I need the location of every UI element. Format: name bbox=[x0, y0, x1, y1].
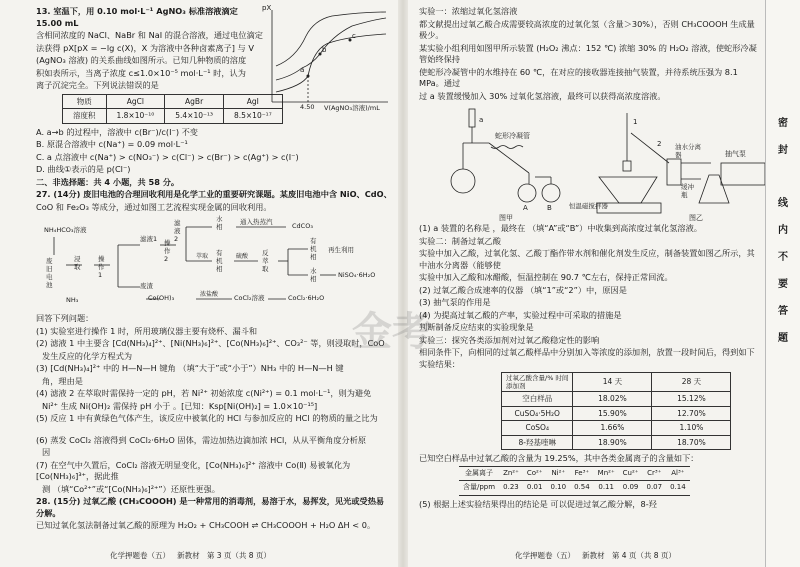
graph-point-b: b bbox=[322, 46, 327, 54]
flow-node: 硫酸 bbox=[236, 253, 249, 260]
q27-question: 发生反应的化学方程式为 bbox=[42, 350, 133, 361]
graph-x-tick: 4.50 bbox=[300, 103, 315, 111]
q27-question: (1) 实验室进行操作 1 时，所用玻璃仪器主要有烧杯、漏斗和 bbox=[36, 325, 258, 336]
ksp-table bbox=[62, 94, 283, 124]
right-question: 实验二：制备过氧乙酸 bbox=[419, 235, 501, 246]
metal-header: 金属离子 bbox=[465, 468, 494, 477]
q28-line: 已知过氧化氢法制备过氧乙酸的原理为 H₂O₂ + CH₃COOH ⇌ CH₃COOOH + H₂O ΔH < 0。 bbox=[36, 520, 376, 530]
apparatus-label-sep: 油水分离器 bbox=[675, 143, 701, 159]
q27-question: (4) 滤液 2 在萃取时需保持一定的 pH，若 Ni²⁺ 初始浓度 c(Ni²⁺) = 0.1 mol·L⁻¹，则为避免 bbox=[36, 388, 372, 398]
exp1-title: 实验一：浓缩过氧化氢溶液 bbox=[419, 6, 518, 16]
flow-node: 水相 bbox=[216, 215, 223, 231]
flow-node: 操作2 bbox=[164, 239, 171, 263]
right-line: 都文献提出过氧乙酸合成需要较高浓度的过氧化氢（含量＞30%），否则 CH₃COOOH 生成量极少。 bbox=[419, 18, 755, 40]
q27-question: 测 （填“Co²⁺”或“[Co(NH₃)₆]²⁺”）还原性更强。 bbox=[42, 483, 220, 494]
binding-char: 密 bbox=[778, 118, 788, 129]
ksp-row-label: 溶度积 bbox=[63, 109, 107, 124]
binding-strip bbox=[776, 190, 790, 352]
metal-cell: 0.54 bbox=[574, 483, 590, 491]
additive-cell: 18.02% bbox=[573, 392, 652, 407]
flow-node: 浓盐酸 bbox=[200, 291, 219, 298]
ksp-cell: 8.5×10⁻¹⁷ bbox=[223, 109, 282, 124]
right-page bbox=[405, 0, 765, 567]
metal-ion-table bbox=[459, 466, 690, 496]
left-footer bbox=[110, 550, 271, 562]
binding-char: 题 bbox=[778, 333, 788, 344]
binding-char: 答 bbox=[778, 306, 788, 317]
flow-node: 废渣 bbox=[140, 282, 153, 290]
metal-cell: 0.23 bbox=[503, 483, 519, 491]
flow-node: 有机相 bbox=[310, 237, 317, 261]
flow-node: 萃取 bbox=[196, 253, 209, 260]
metal-cell: 0.11 bbox=[598, 483, 614, 491]
additive-table bbox=[501, 372, 731, 450]
right-question: 实验三：探究各类添加剂对过氧乙酸稳定性的影响 bbox=[419, 334, 600, 345]
flow-node: 通入热蒸汽 bbox=[240, 218, 273, 226]
right-footer bbox=[515, 550, 676, 562]
additive-cell: 12.70% bbox=[652, 406, 731, 421]
q13-line: 法获得 pX[pX = −lg c(X)，X 为溶液中各种卤素离子] 与 V bbox=[36, 42, 254, 53]
q27-question: (3) [Cd(NH₃)₄]²⁺ 中的 H—N—H 键角 （填“大于”或“小于”）NH₃ 中的 H—N—H 键 bbox=[36, 363, 344, 373]
additive-header-top: 过氧乙酸含量/% 时间 bbox=[506, 374, 569, 382]
graph-point-a: a bbox=[300, 66, 305, 74]
titration-graph bbox=[262, 6, 392, 114]
metal-cell: 0.10 bbox=[550, 483, 567, 491]
additive-col-header: 14 天 bbox=[573, 373, 652, 392]
additive-row-label: 空白样品 bbox=[502, 392, 573, 407]
binding-char: 线 bbox=[778, 198, 788, 209]
titration-graph-svg bbox=[262, 6, 392, 114]
watermark: 金考 bbox=[352, 308, 432, 355]
additive-cell: 1.10% bbox=[652, 421, 731, 436]
right-question: (2) 过氧乙酸合成速率的仪器 （填“1”或“2”）中，原因是 bbox=[419, 284, 627, 295]
flow-node: 操作1 bbox=[98, 255, 105, 279]
metal-header: Fe³⁺ bbox=[574, 468, 590, 477]
metal-cell: 0.14 bbox=[670, 483, 686, 491]
additive-col-header: 28 天 bbox=[652, 373, 731, 392]
metal-header: Zn²⁺ bbox=[503, 468, 519, 477]
footer-label: 化学押题卷（五） bbox=[110, 550, 170, 560]
metal-cell: 0.09 bbox=[622, 483, 639, 491]
q13-line: 含相同浓度的 NaCl、NaBr 和 NaI 的混合溶液，通过电位滴定 bbox=[36, 30, 263, 40]
metal-header: Co²⁺ bbox=[526, 468, 543, 477]
ksp-cell: 1.8×10⁻¹⁰ bbox=[106, 109, 165, 124]
q27-question: 因 bbox=[42, 447, 51, 457]
apparatus-label-B: B bbox=[547, 204, 552, 212]
apparatus-label-pump: 抽气泵 bbox=[725, 150, 746, 158]
right-line: 过 a 装置缓慢加入 30% 过氧化氢溶液，最终可以获得高浓度溶液。 bbox=[419, 90, 666, 101]
metal-header: Cu²⁺ bbox=[622, 468, 639, 477]
footer-label: 化学押题卷（五） bbox=[515, 550, 575, 560]
binding-strip bbox=[776, 110, 790, 164]
right-question: (1) a 装置的名称是 ，最终在 （填“A”或“B”）中收集到高浓度过氧化氢溶液。 bbox=[419, 223, 702, 233]
right-questions bbox=[419, 223, 761, 370]
additive-row-label: CuSO₄·5H₂O bbox=[502, 406, 573, 421]
footer-page: 第 4 页（共 8 页） bbox=[611, 550, 676, 560]
right-question: 实验中加入乙酸，过氧化氢、乙酸丁酯作带水剂和催化剂发生反应，制备装置如图乙所示，其中油水分离器（能够使 bbox=[419, 248, 755, 270]
flow-node: CdCO₃ bbox=[292, 222, 313, 230]
additive-cell: 1.66% bbox=[573, 421, 652, 436]
apparatus-label-stirrer: 恒温磁搅拌器 bbox=[569, 202, 608, 210]
q27-line: CoO 和 Fe₂O₃ 等成分，通过如图工艺流程实现金属的回收利用。 bbox=[36, 201, 272, 212]
apparatus-label-a: a bbox=[479, 116, 484, 124]
additive-row-label: 8-羟基喹啉 bbox=[502, 435, 573, 450]
right-line: 某实验小组利用如图甲所示装置 (H₂O₂ 沸点：152 ℃) 浓缩 30% 的 H₂O₂ 溶液，使蛇形冷凝管始终保持 bbox=[419, 42, 757, 64]
flow-node: CoCl₂溶液 bbox=[234, 294, 265, 302]
metal-cell: 0.01 bbox=[526, 483, 543, 491]
q27-question: (7) 在空气中久置后，CoCl₂ 溶液无明显变化，[Co(NH₃)₆]²⁺ 溶液中 Co(Ⅱ) 易被氧化为 [Co(NH₃)₆]³⁺，据此推 bbox=[36, 459, 351, 481]
footer-page: 第 3 页（共 8 页） bbox=[206, 550, 271, 560]
q27-questions bbox=[36, 313, 392, 495]
additive-header bbox=[502, 373, 573, 392]
q13-stem bbox=[36, 6, 264, 92]
binding-char: 内 bbox=[778, 225, 788, 236]
additive-cell: 15.12% bbox=[652, 392, 731, 407]
flow-node: 废旧电池 bbox=[46, 257, 53, 289]
flow-node: 水相 bbox=[310, 267, 317, 283]
q27-question: Ni²⁺ 生成 Ni(OH)₂ 需保持 pH 小于 。[已知：Ksp[Ni(OH)₂] = 1.0×10⁻¹⁵] bbox=[42, 400, 318, 411]
footer-edition: 新教材 bbox=[582, 550, 605, 560]
right-question: 实验中加入乙酸和冰醋酸，恒温控制在 90.7 ℃左右，保持正常回流。 bbox=[419, 272, 673, 282]
q5-line: (5) 根据上述实验结果得出的结论是 可以促进过氧乙酸分解，8-羟 bbox=[419, 498, 657, 509]
right-question: 相同条件下，向相同的过氧乙酸样品中分别加入等浓度的添加剂，放置一段时间后，得到如下实验结果： bbox=[419, 347, 755, 369]
apparatus-figures bbox=[419, 103, 761, 223]
q27-line: 27. (14分) 废旧电池的合理回收利用是化学工业的重要研究课题。某废旧电池中含 NiO、CdO、 bbox=[36, 189, 392, 199]
q27-question: 角，理由是 bbox=[42, 375, 83, 386]
graph-x-label: V(AgNO₃溶液)/mL bbox=[324, 104, 380, 112]
additive-row-label: CoSO₄ bbox=[502, 421, 573, 436]
ksp-header: AgI bbox=[223, 94, 282, 109]
flow-diagram bbox=[36, 215, 392, 311]
q13-option-d: D. 曲线①表示的是 p(Cl⁻) bbox=[36, 164, 131, 174]
metal-header: Cr³⁺ bbox=[647, 468, 662, 477]
flow-node: NiSO₄·6H₂O bbox=[338, 271, 376, 279]
q28-line: 28. (15分) 过氧乙酸 (CH₃COOOH) 是一种常用的消毒剂，易溶于水，易挥发，见光或受热易分解。 bbox=[36, 496, 385, 518]
binding-char: 封 bbox=[778, 145, 788, 156]
q27-question: (6) 蒸发 CoCl₂ 溶液得到 CoCl₂·6H₂O 固体，需边加热边滴加浓 HCl，从从平衡角度分析原 bbox=[36, 434, 367, 445]
figure-caption-jia: 图甲 bbox=[499, 214, 513, 222]
ksp-header: 物质 bbox=[63, 94, 107, 109]
right-question: 判断制备反应结束的实验现象是 bbox=[419, 322, 534, 332]
graph-y-label: pX bbox=[262, 4, 272, 12]
right-question: (3) 抽气泵的作用是 bbox=[419, 297, 491, 307]
additive-header-side: 添加剂 bbox=[506, 382, 526, 390]
flow-node: 滤液1 bbox=[140, 235, 158, 243]
q13-line: 13. 室温下，用 0.10 mol·L⁻¹ AgNO₃ 标准溶液滴定 15.00 mL bbox=[36, 6, 238, 28]
binding-margin bbox=[765, 0, 800, 567]
flow-node: 滤液2 bbox=[174, 219, 181, 243]
q13-line: 离子沉淀完全。下列说法错误的是 bbox=[36, 80, 159, 90]
q13-option-b: B. 原混合溶液中 c(Na⁺) = 0.09 mol·L⁻¹ bbox=[36, 139, 188, 149]
q27-question: (5) 反应 1 中有黄绿色气体产生，该反应中被氧化的 HCl 与参加反应的 HCl 的物质的量之比为 bbox=[36, 413, 378, 423]
metal-header: Al³⁺ bbox=[671, 468, 685, 477]
ksp-cell: 5.4×10⁻¹³ bbox=[165, 109, 224, 124]
apparatus-label-tank: 缓冲瓶 bbox=[681, 183, 694, 199]
additive-cell: 18.90% bbox=[573, 435, 652, 450]
apparatus-label-snake: 蛇形冷凝管 bbox=[495, 132, 530, 140]
metal-ion-note: 已知空白样品中过氧乙酸的含量为 19.25%，其中各类金属离子的含量如下： bbox=[419, 453, 699, 463]
metal-header: Mn²⁺ bbox=[597, 468, 615, 477]
binding-char: 要 bbox=[778, 279, 788, 290]
q13-option-c: C. a 点溶液中 c(Na⁺) > c(NO₃⁻) > c(Cl⁻) > c(Br⁻) > c(Ag⁺) > c(I⁻) bbox=[36, 151, 299, 162]
flow-node: 浸取 bbox=[74, 255, 81, 271]
flow-node: NH₄HCO₃溶液 bbox=[44, 226, 87, 234]
apparatus-label-2: 2 bbox=[657, 140, 662, 148]
right-line: 使蛇形冷凝管中的水维持在 60 ℃，在对应的接收器连接抽气装置，并待系统压强为 8.1 MPa。通过 bbox=[419, 66, 738, 88]
apparatus-label-A: A bbox=[523, 204, 528, 212]
flow-node: CoCl₂·6H₂O bbox=[288, 294, 325, 302]
binding-char: 不 bbox=[778, 252, 788, 263]
flow-node: 反萃取 bbox=[262, 249, 269, 273]
q27-question: (2) 滤液 1 中主要含 [Cd(NH₃)₄]²⁺、[Ni(NH₃)₆]²⁺、[Co(NH₃)₆]²⁺、CO₃²⁻ 等，则浸取时，CoO bbox=[36, 338, 385, 348]
figure-caption-yi: 图乙 bbox=[689, 214, 703, 222]
footer-edition: 新教材 bbox=[177, 550, 200, 560]
flow-node: Co(OH)₃ bbox=[148, 294, 175, 302]
right-question: (4) 为提高过氧乙酸的产率，实验过程中可采取的措施是 bbox=[419, 309, 622, 320]
flow-node: 有机相 bbox=[216, 249, 223, 273]
q27-question: 回答下列问题： bbox=[36, 313, 94, 323]
q13-option-a: A. a→b 的过程中，溶液中 c(Br⁻)/c(I⁻) 不变 bbox=[36, 126, 198, 137]
ksp-header: AgCl bbox=[106, 94, 165, 109]
graph-point-c: c bbox=[352, 32, 356, 40]
section-heading: 二、非选择题：共 4 小题，共 58 分。 bbox=[36, 176, 180, 187]
flow-node: 再生利用 bbox=[328, 246, 354, 254]
additive-cell: 15.90% bbox=[573, 406, 652, 421]
flow-node: NH₃ bbox=[66, 296, 79, 304]
q13-line: 积如表所示，当离子浓度 c≤1.0×10⁻⁵ mol·L⁻¹ 时，认为 bbox=[36, 67, 246, 78]
additive-cell: 18.70% bbox=[652, 435, 731, 450]
q13-options bbox=[36, 127, 392, 176]
metal-row-label: 含量/ppm bbox=[463, 483, 496, 491]
ksp-header: AgBr bbox=[165, 94, 224, 109]
metal-header: Ni²⁺ bbox=[551, 468, 566, 477]
metal-cell: 0.07 bbox=[646, 483, 663, 491]
q13-line: (AgNO₃ 溶液) 的关系曲线如图所示。已知几种物质的溶度 bbox=[36, 55, 247, 65]
apparatus-label-1: 1 bbox=[633, 118, 638, 126]
